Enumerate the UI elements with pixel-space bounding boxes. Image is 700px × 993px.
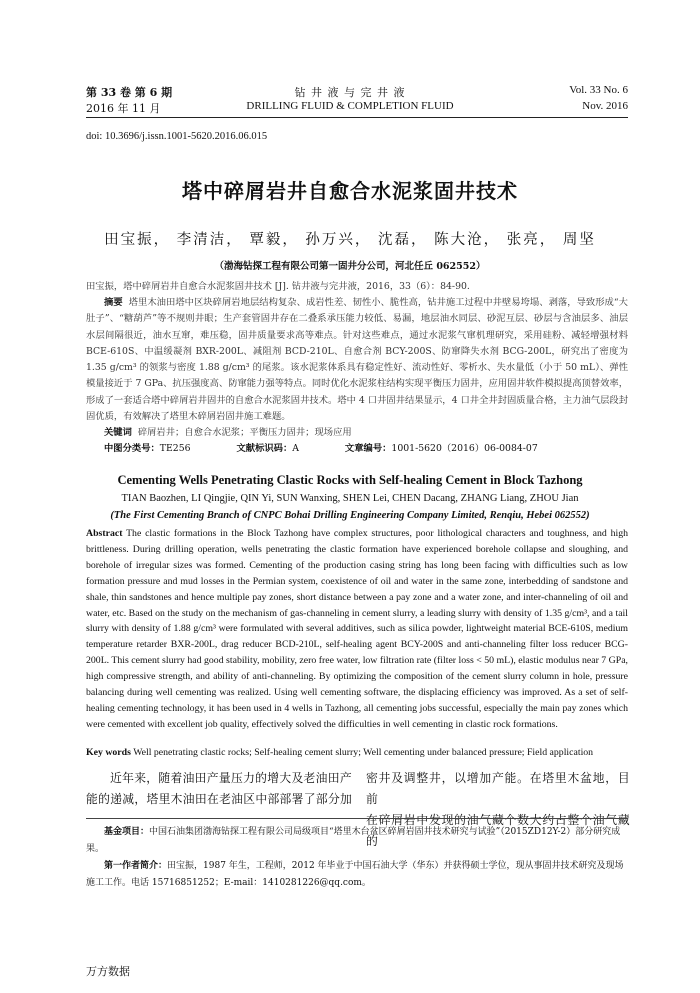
keywords-cn xyxy=(86,425,628,441)
abstract-cn-label: 摘要 xyxy=(104,297,123,308)
page-title: 塔中碎屑岩井自愈合水泥浆固井技术 xyxy=(182,179,518,203)
affiliation-cn: （渤海钻探工程有限公司第一固井分公司，河北任丘 062552） xyxy=(214,261,486,272)
doi: doi: 10.3696/j.issn.1001-5620.2016.06.015 xyxy=(86,131,268,142)
citation-cn: 田宝振，塔中碎屑岩井自愈合水泥浆固井技术 [J]. 钻井液与完井液，2016，33（6）：84-90. xyxy=(86,281,470,292)
footnote-fund xyxy=(86,824,628,858)
authors-cn: 田宝振， 李清洁， 覃毅， 孙万兴， 沈磊， 陈大沧， 张亮， 周坚 xyxy=(104,232,596,248)
article-no-value: 1001-5620（2016）06-0084-07 xyxy=(391,443,538,454)
header-rule xyxy=(86,117,628,118)
date-cn: 2016 年 11 月 xyxy=(86,102,161,115)
clc-value: TE256 xyxy=(159,443,191,454)
body-left-line-1: 近年来，随着油田产量压力的增大及老油田产 xyxy=(110,771,352,785)
affiliation-en: (The First Cementing Branch of CNPC Bohai Drilling Engineering Company Limited, Renqiu, Hebei 062552) xyxy=(110,510,590,521)
date-en: Nov. 2016 xyxy=(582,100,628,112)
volume-en: Vol. 33 No. 6 xyxy=(569,84,628,96)
keywords-en xyxy=(86,747,628,758)
article-no-label: 文章编号： xyxy=(344,443,392,454)
classification-line xyxy=(86,441,628,457)
watermark-text: 万方数据 xyxy=(86,965,130,978)
body-right-line-2: 在碎屑岩中发现的油气藏个数大约占整个油气藏的 xyxy=(366,813,630,848)
author-bio-text: 田宝振，1987 年生，工程师，2012 年毕业于中国石油大学（华东）并获得硕士学位，现从事固井技术研究及现场施工工作。电话 15716851252；E-mail：1410281226@qq.com。 xyxy=(86,861,624,888)
authors-en: TIAN Baozhen, LI Qingjie, QIN Yi, SUN Wanxing, SHEN Lei, CHEN Dacang, ZHANG Liang, ZHOU Jian xyxy=(121,493,579,504)
abstract-en-label: Abstract xyxy=(86,528,123,539)
keywords-cn-label: 关键词 xyxy=(104,427,132,438)
footnote-rule xyxy=(86,818,628,819)
body-left-line-2: 能的递减，塔里木油田在老油区中部部署了部分加 xyxy=(86,792,353,806)
doc-code-value: A xyxy=(292,443,299,454)
volume-cn: 第 33 卷 第 6 期 xyxy=(86,86,173,99)
body-right-line-1: 密井及调整井，以增加产能。在塔里木盆地，目前 xyxy=(366,771,630,806)
clc-label: 中图分类号： xyxy=(104,443,160,454)
keywords-cn-text: 碎屑岩井；自愈合水泥浆；平衡压力固井；现场应用 xyxy=(137,427,352,438)
fund-label: 基金项目： xyxy=(104,827,150,837)
author-bio-label: 第一作者简介： xyxy=(104,861,168,871)
abstract-cn xyxy=(86,295,628,425)
journal-title-en: DRILLING FLUID & COMPLETION FLUID xyxy=(246,100,454,112)
body-left-column xyxy=(86,768,354,810)
title-en: Cementing Wells Penetrating Clastic Rocks with Self-healing Cement in Block Tazhong xyxy=(117,473,583,487)
abstract-cn-text: 塔里木油田塔中区块碎屑岩地层结构复杂、成岩性差、韧性小、脆性高，钻井施工过程中井壁易垮塌、剥落，导致形成“大肚子”、“糖葫芦”等不规则井眼；生产套管固井存在二叠系承压能力较低、易漏，地层油水同层、砂泥互层、砂层与含油层多、油层水层间隔很近，油水互窜，难压稳，固井质量要求高等难点。针对这些难点，通过水泥浆气窜机理研究，采用硅粉、减轻增强材料 BCE-610S、中温缓凝剂 BXR-200L、减阻剂 BCD-210L、自愈合剂 BCY-200S、防窜降失水剂 BCG-200L，研究出了密度为 1.35 g/cm³ 的领浆与密度 1.88 g/cm³ 的尾浆。该水泥浆体系具有稳定性好、流动性好、零析水、失水量低（小于 50 mL）、弹性模量接近于 7 GPa、抗压强度高、防窜能力强等特点。同时优化水泥浆柱结构实现平衡压力固井，应用固井软件模拟提高顶替效率，形成了一套适合塔中碎屑岩井固井的自愈合水泥浆固井技术。塔中 4 口井固井结果显示，4 口井全井封固质量合格，主力油气层段封固优质，有效解决了塔里木碎屑岩固井施工难题。 xyxy=(86,297,628,423)
journal-title-cn: 钻 井 液 与 完 井 液 xyxy=(294,86,406,99)
abstract-en-text: The clastic formations in the Block Tazhong have complex structures, poor lithological characters and toughness, and high brittleness. During drilling operation, wells penetrating the clastic formation have experienced borehole collapse and sloughing, and borehole of irregular sizes was formed. Cementing of the production casing string has long been facing with difficulties such as low formation pressure and mud losses in the Permian system, coexistence of oil and water in the same zone, interbedding of sandstone and shale, thin sandstones and hence multiple pay zones, short distance between a pay zone and a water zone, and inter-channeling of oil and water, etc. Based on the study on the mechanism of gas-channeling in cement slurry, a leading slurry with density of 1.35 g/cm³, and a tail slurry with density of 1.88 g/cm³ were formulated with several additives, such as silica powder, lightweight material BCE-610S, medium temperature retarder BXR-200L, drag reducer BCD-210L, self-healing agent BCY-200S and anti-channeling filter loss reducer BCG-200L. This cement slurry had good stability, mobility, zero free water, low filtration rate (filter loss < 50 mL), elastic modulus near 7 GPa, high compressive strength, and ability of anti-channeling. By optimizing the composition of the cement slurry column in hole, pressure balancing during well cementing was realized. Using well cementing software, the displacing efficiency was improved. As a set of self-healing cementing technology, it has been used in 4 wells in Tazhong, all cementing jobs successful, especially the main pay zones which were cemented with excellent job quality, effectively solved the difficulties in well cementing in clastic rock formations. xyxy=(86,528,628,730)
doc-code-label: 文献标识码： xyxy=(236,443,293,454)
fund-text: 中国石油集团渤海钻探工程有限公司局级项目“塔里木台盆区碎屑岩固井技术研究与试验”（2015ZD12Y-2）部分研究成果。 xyxy=(86,827,621,854)
abstract-en xyxy=(86,526,628,733)
keywords-en-label: Key words xyxy=(86,747,131,758)
footnote-author xyxy=(86,858,628,892)
keywords-en-text: Well penetrating clastic rocks; Self-healing cement slurry; Well cementing under balanced pressure; Field application xyxy=(133,747,594,758)
